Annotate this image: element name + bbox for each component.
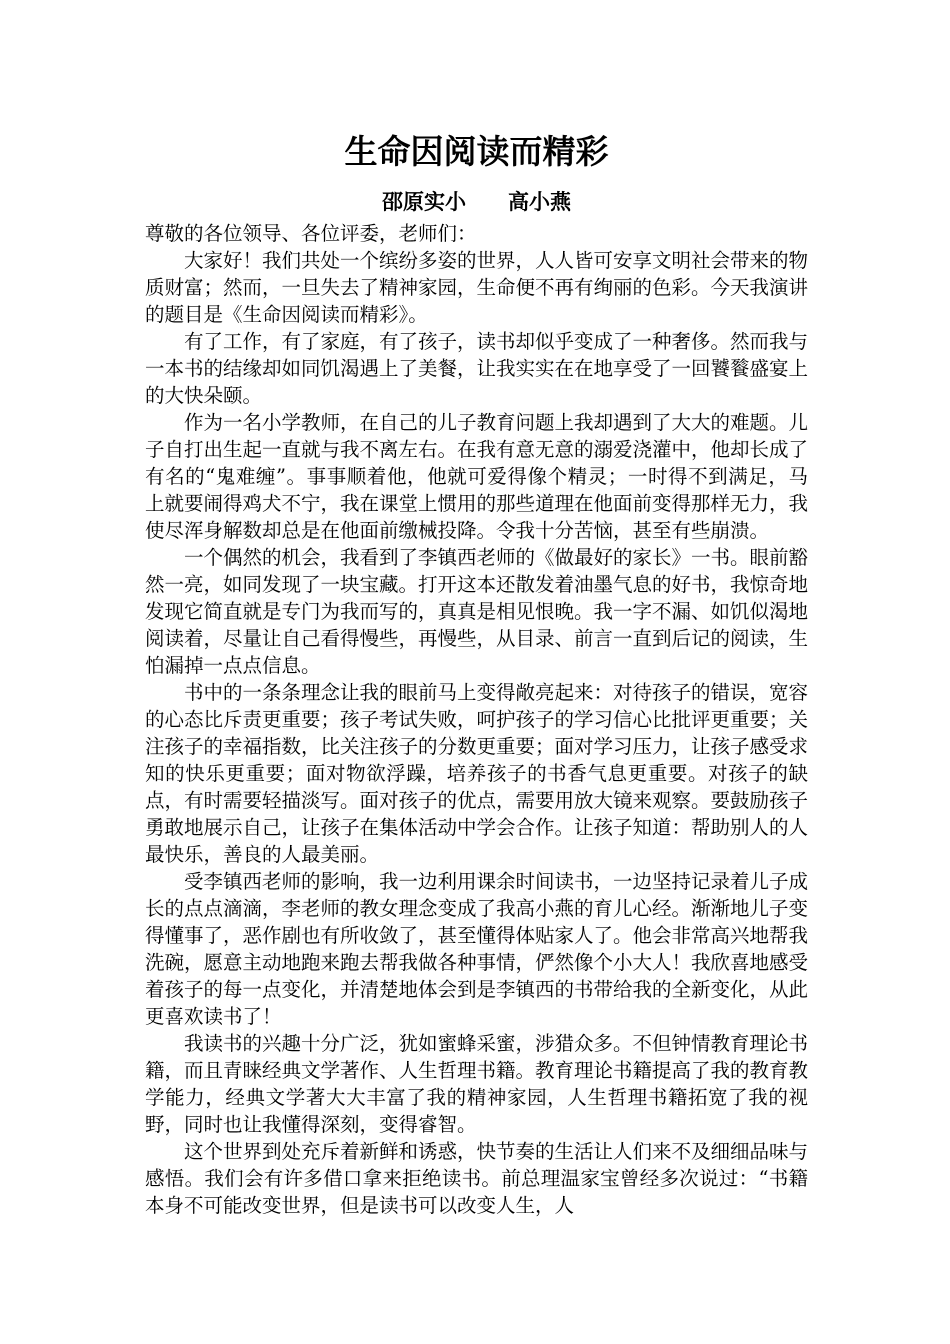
paragraph: 作为一名小学教师，在自己的儿子教育问题上我却遇到了大大的难题。儿子自打出生起一直就与我不离左右。在我有意无意的溺爱浇灌中，他却长成了有名的“鬼难缠”。事事顺着他，他就可爱得像个精灵；一时得不到满足，马上就要闹得鸡犬不宁，我在课堂上惯用的那些道理在他面前变得那样无力，我使尽浑身解数却总是在他面前缴械投降。令我十分苦恼，甚至有些崩溃。 [145, 411, 809, 542]
document-body [145, 220, 808, 1219]
paragraph: 受李镇西老师的影响，我一边利用课余时间读书，一边坚持记录着儿子成长的点点滴滴，李老师的教女理念变成了我高小燕的育儿心经。渐渐地儿子变得懂事了，恶作剧也有所收敛了，甚至懂得体贴家人了。他会非常高兴地帮我洗碗，愿意主动地跑来跑去帮我做各种事情，俨然像个小大人！我欣喜地感受着孩子的每一点变化，并清楚地体会到是李镇西的书带给我的全新变化，从此更喜欢读书了！ [145, 870, 809, 1028]
paragraph: 大家好！我们共处一个缤纷多姿的世界，人人皆可安享文明社会带来的物质财富；然而，一旦失去了精神家园，生命便不再有绚丽的色彩。今天我演讲的题目是《生命因阅读而精彩》。 [145, 249, 809, 326]
paragraph: 一个偶然的机会，我看到了李镇西老师的《做最好的家长》一书。眼前豁然一亮，如同发现了一块宝藏。打开这本还散发着油墨气息的好书，我惊奇地发现它简直就是专门为我而写的，真真是相见恨晚。我一字不漏、如饥似渴地阅读着，尽量让自己看得慢些，再慢些，从目录、前言一直到后记的阅读，生怕漏掉一点点信息。 [145, 546, 809, 677]
paragraph: 这个世界到处充斥着新鲜和诱惑，快节奏的生活让人们来不及细细品味与感悟。我们会有许多借口拿来拒绝读书。前总理温家宝曾经多次说过：“书籍本身不可能改变世界，但是读书可以改变人生，人 [145, 1140, 809, 1217]
document-page [145, 128, 808, 1219]
greeting: 尊敬的各位领导、各位评委，老师们： [145, 222, 477, 245]
paragraph: 我读书的兴趣十分广泛，犹如蜜蜂采蜜，涉猎众多。不但钟情教育理论书籍，而且青睐经典文学著作、人生哲理书籍。教育理论书籍提高了我的教育教学能力，经典文学著大大丰富了我的精神家园，人生哲理书籍拓宽了我的视野，同时也让我懂得深刻，变得睿智。 [145, 1032, 809, 1136]
paragraph: 书中的一条条理念让我的眼前马上变得敞亮起来：对待孩子的错误，宽容的心态比斥责更重要；孩子考试失败，呵护孩子的学习信心比批评更重要；关注孩子的幸福指数，比关注孩子的分数更重要；面对学习压力，让孩子感受求知的快乐更重要；面对物欲浮躁，培养孩子的书香气息更重要。对孩子的缺点，有时需要轻描淡写。面对孩子的优点，需要用放大镜来观察。要鼓励孩子勇敢地展示自己，让孩子在集体活动中学会合作。让孩子知道：帮助别人的人最快乐，善良的人最美丽。 [145, 681, 809, 866]
document-title: 生命因阅读而精彩 [344, 132, 609, 171]
document-author: 邵原实小 高小燕 [382, 190, 571, 214]
paragraph: 有了工作，有了家庭，有了孩子，读书却似乎变成了一种奢侈。然而我与一本书的结缘却如同饥渴遇上了美餐，让我实实在在地享受了一回饕餮盛宴上的大快朵颐。 [145, 330, 809, 407]
